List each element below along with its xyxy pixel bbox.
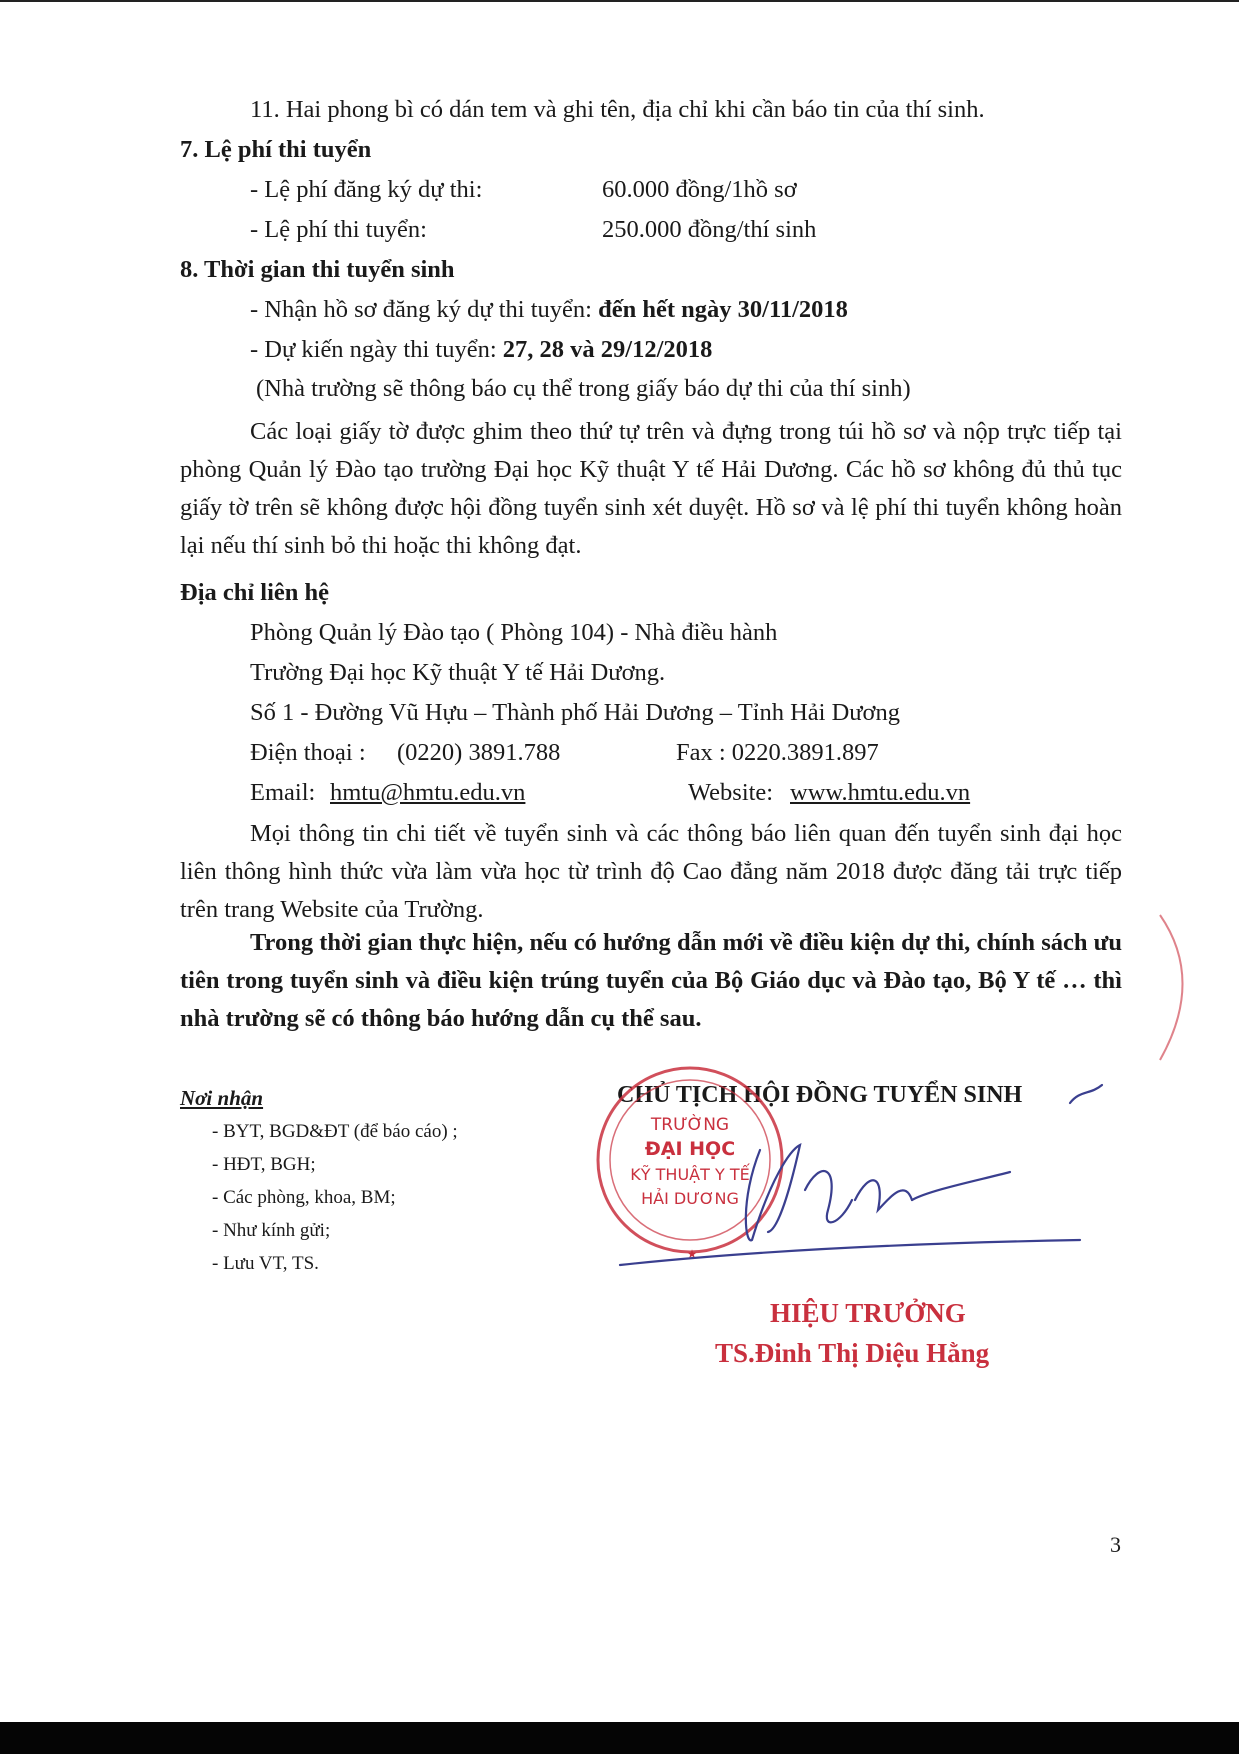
partial-stamp-edge <box>1160 915 1183 1060</box>
documents-paragraph: Các loại giấy tờ được ghim theo thứ tự trên và đựng trong túi hồ sơ và nộp trực tiếp tại phòng Quản lý Đào tạo trường Đại học Kỹ thuật Y tế Hải Dương. Các hồ sơ không đủ thủ tục giấy tờ trên sẽ không được hội đồng tuyển sinh xét duyệt. Hồ sơ và lệ phí thi tuyển không hoàn lại nếu thí sinh bỏ thi hoặc thi không đạt. <box>180 418 1122 559</box>
exam-label: - Dự kiến ngày thi tuyển: <box>250 336 503 363</box>
contact-website-link[interactable]: www.hmtu.edu.vn <box>790 779 971 806</box>
stamp-line: KỸ THUẬT Y TẾ <box>630 1165 750 1184</box>
fee-label-registration: - Lệ phí đăng ký dự thi: <box>250 176 483 203</box>
contact-fax: Fax : 0220.3891.897 <box>676 739 879 766</box>
recipients-heading-text: Nơi nhận <box>180 1086 264 1110</box>
contact-phone-label: Điện thoại : <box>250 739 366 766</box>
contact-address: Số 1 - Đường Vũ Hựu – Thành phố Hải Dương – Tỉnh Hải Dương <box>250 699 901 726</box>
receive-label: - Nhận hồ sơ đăng ký dự thi tuyển: <box>250 296 599 323</box>
fee-label-exam: - Lệ phí thi tuyển: <box>250 216 427 243</box>
stamp-line: HẢI DƯƠNG <box>641 1189 739 1208</box>
recipient-item: - Các phòng, khoa, BM; <box>212 1187 396 1208</box>
recipient-item: - HĐT, BGH; <box>212 1154 316 1175</box>
signer-position: HIỆU TRƯỞNG <box>770 1298 966 1328</box>
stamp-line: TRƯỜNG <box>650 1115 730 1135</box>
contact-office: Phòng Quản lý Đào tạo ( Phòng 104) - Nhà điều hành <box>250 619 778 646</box>
notice-paragraph: Trong thời gian thực hiện, nếu có hướng dẫn mới về điều kiện dự thi, chính sách ưu tiên trong tuyển sinh và điều kiện trúng tuyển của Bộ Giáo dục và Đào tạo, Bộ Y tế … thì nhà trường sẽ có thông báo hướng dẫn cụ thể sau. <box>180 929 1122 1032</box>
info-paragraph: Mọi thông tin chi tiết về tuyển sinh và các thông báo liên quan đến tuyển sinh đại học liên thông hình thức vừa làm vừa học từ trình độ Cao đẳng năm 2018 được đăng tải trực tiếp trên trang Website của Trường. <box>180 820 1122 923</box>
signature-title: CHỦ TỊCH HỘI ĐỒNG TUYỂN SINH <box>617 1082 1023 1108</box>
stamp-line: ĐẠI HỌC <box>644 1138 736 1160</box>
section-8-heading: 8. Thời gian thi tuyển sinh <box>180 256 455 283</box>
contact-email-label: Email: <box>250 779 316 806</box>
item-11: 11. Hai phong bì có dán tem và ghi tên, địa chỉ khi cần báo tin của thí sinh. <box>250 96 985 123</box>
stamp-star: ★ <box>686 1247 698 1261</box>
exam-value: 27, 28 và 29/12/2018 <box>502 336 713 363</box>
receive-value: đến hết ngày 30/11/2018 <box>598 296 848 323</box>
contact-website-label: Website: <box>688 779 774 806</box>
contact-phone: (0220) 3891.788 <box>397 739 561 766</box>
recipient-item: - BYT, BGD&ĐT (để báo cáo) ; <box>212 1121 458 1142</box>
recipient-item: - Như kính gửi; <box>212 1220 331 1241</box>
exam-note: (Nhà trường sẽ thông báo cụ thể trong giấy báo dự thi của thí sinh) <box>256 375 911 402</box>
section-7-heading: 7. Lệ phí thi tuyển <box>180 136 372 163</box>
page-number: 3 <box>1110 1532 1121 1557</box>
fee-value-registration: 60.000 đồng/1hồ sơ <box>602 176 797 203</box>
recipient-item: - Lưu VT, TS. <box>212 1253 319 1274</box>
scan-bottom-edge <box>0 1722 1239 1754</box>
contact-email-link[interactable]: hmtu@hmtu.edu.vn <box>330 779 526 806</box>
fee-value-exam: 250.000 đồng/thí sinh <box>602 216 817 243</box>
contact-school: Trường Đại học Kỹ thuật Y tế Hải Dương. <box>250 659 666 686</box>
contact-heading: Địa chỉ liên hệ <box>180 579 330 606</box>
signer-name: TS.Đinh Thị Diệu Hằng <box>715 1338 990 1368</box>
